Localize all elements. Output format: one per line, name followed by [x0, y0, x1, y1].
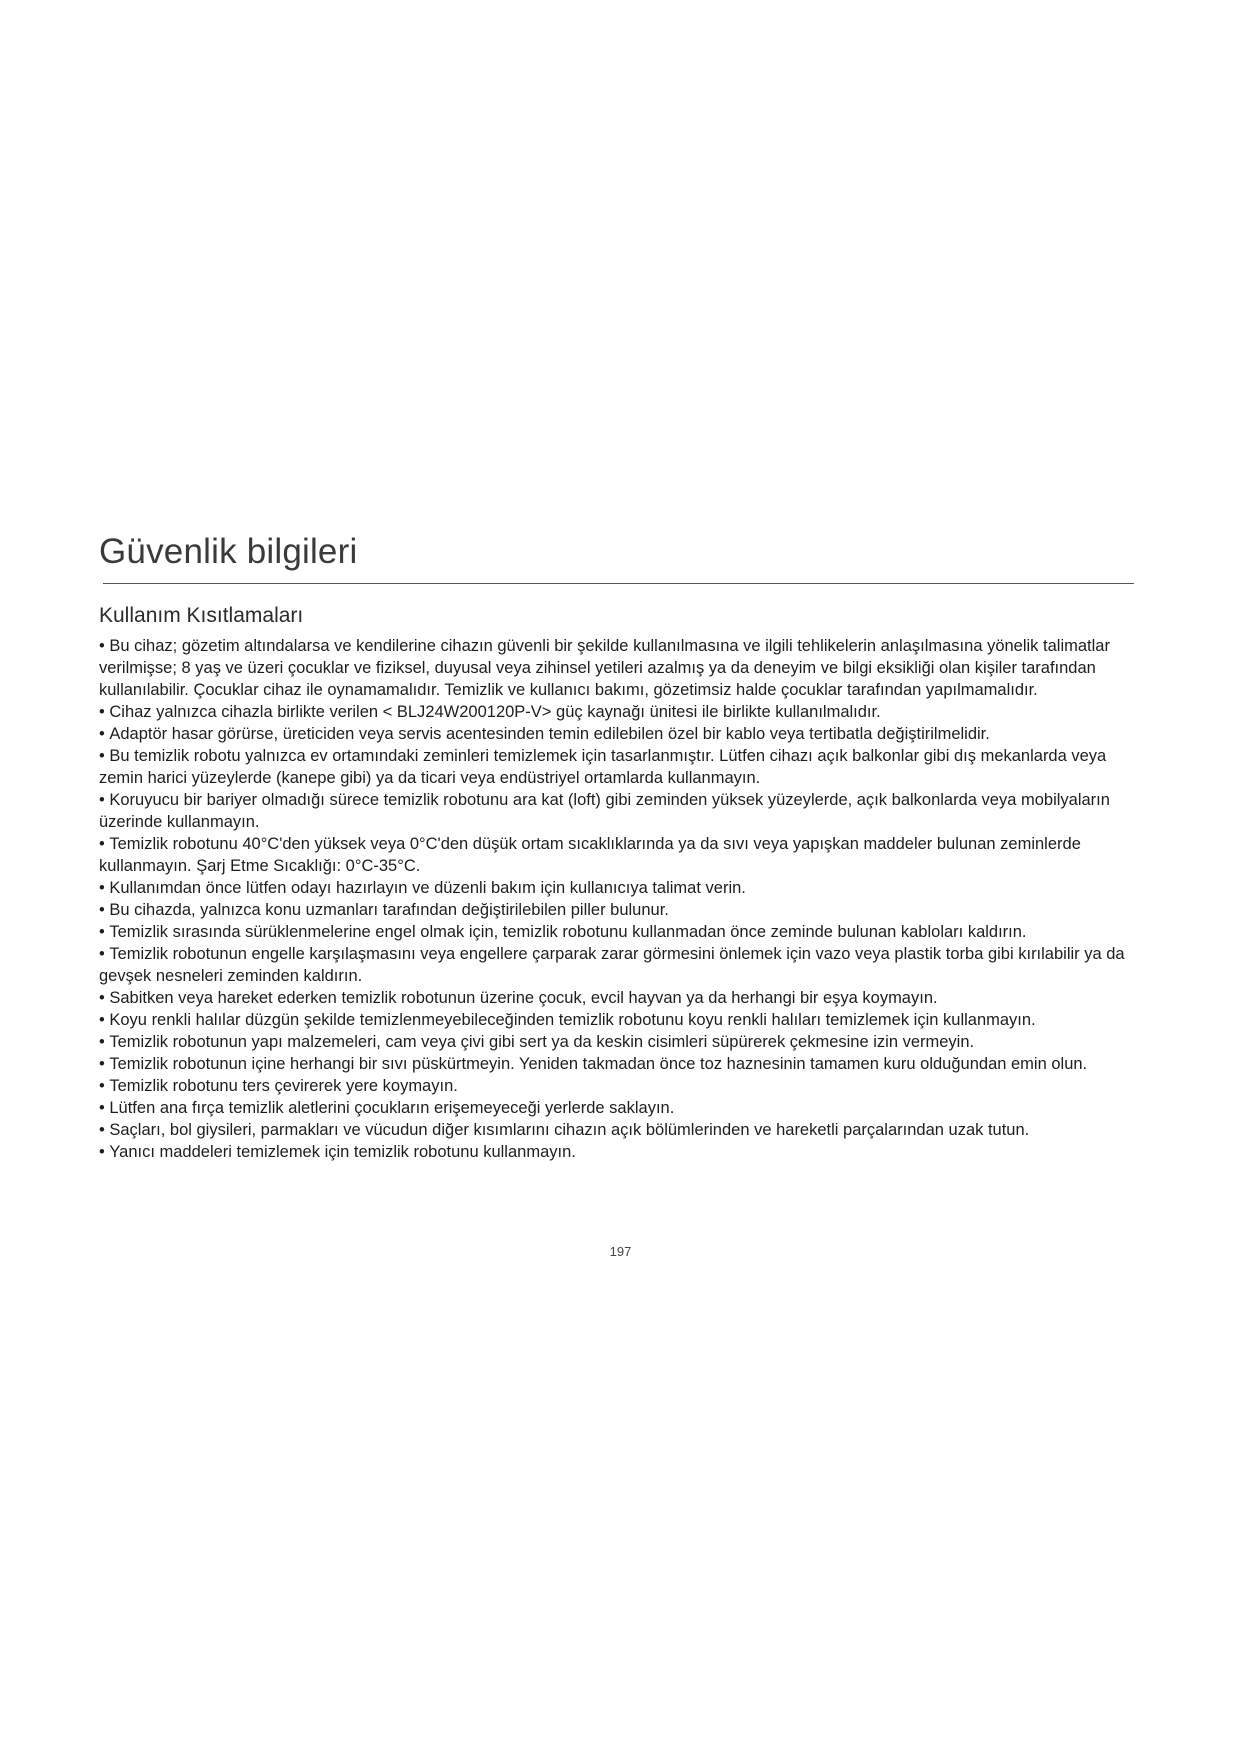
list-item: • Bu cihaz; gözetim altındalarsa ve kendilerine cihazın güvenli bir şekilde kullanılmasına ve ilgili tehlikelerin anlaşılmasına yönelik talimatlar verilmişse; 8 yaş ve üzeri çocuklar ve fiziksel, duyusal veya zihinsel yetileri azalmış ya da deneyim ve bilgi eksikliği olan kişiler tarafından kullanılabilir. Çocuklar cihaz ile oynamamalıdır. Temizlik ve kullanıcı bakımı, gözetimsiz halde çocuklar tarafından yapılmamalıdır. — [99, 635, 1139, 701]
list-item: • Bu cihazda, yalnızca konu uzmanları tarafından değiştirilebilen piller bulunur. — [99, 899, 1139, 921]
list-item: • Sabitken veya hareket ederken temizlik robotunun üzerine çocuk, evcil hayvan ya da herhangi bir eşya koymayın. — [99, 987, 1139, 1009]
list-item: • Temizlik robotunu ters çevirerek yere koymayın. — [99, 1075, 1139, 1097]
list-item: • Saçları, bol giysileri, parmakları ve vücudun diğer kısımlarını cihazın açık bölümlerinden ve hareketli parçalarından uzak tutun. — [99, 1119, 1139, 1141]
page-number: 197 — [609, 1244, 632, 1259]
list-item: • Koyu renkli halılar düzgün şekilde temizlenmeyebileceğinden temizlik robotunu koyu renkli halıları temizlemek için kullanmayın. — [99, 1009, 1139, 1031]
list-item: • Adaptör hasar görürse, üreticiden veya servis acentesinden temin edilebilen özel bir kablo veya tertibatla değiştirilmelidir. — [99, 723, 1139, 745]
list-item: • Kullanımdan önce lütfen odayı hazırlayın ve düzenli bakım için kullanıcıya talimat verin. — [99, 877, 1139, 899]
list-item: • Yanıcı maddeleri temizlemek için temizlik robotunu kullanmayın. — [99, 1141, 1139, 1163]
list-item: • Temizlik robotunu 40°C'den yüksek veya 0°C'den düşük ortam sıcaklıklarında ya da sıvı veya yapışkan maddeler bulunan zeminlerde kullanmayın. Şarj Etme Sıcaklığı: 0°C-35°C. — [99, 833, 1139, 877]
list-item: • Temizlik robotunun içine herhangi bir sıvı püskürtmeyin. Yeniden takmadan önce toz haznesinin tamamen kuru olduğundan emin olun. — [99, 1053, 1139, 1075]
page-title: Güvenlik bilgileri — [99, 532, 358, 571]
section-heading: Kullanım Kısıtlamaları — [99, 604, 304, 627]
list-item: • Temizlik sırasında sürüklenmelerine engel olmak için, temizlik robotunu kullanmadan önce zeminde bulunan kabloları kaldırın. — [99, 921, 1139, 943]
list-item: • Bu temizlik robotu yalnızca ev ortamındaki zeminleri temizlemek için tasarlanmıştır. Lütfen cihazı açık balkonlar gibi dış mekanlarda veya zemin harici yüzeylerde (kanepe gibi) ya da ticari veya endüstriyel ortamlarda kullanmayın. — [99, 745, 1139, 789]
title-divider — [103, 583, 1134, 584]
list-item: • Lütfen ana fırça temizlik aletlerini çocukların erişemeyeceği yerlerde saklayın. — [99, 1097, 1139, 1119]
usage-restrictions-list — [99, 635, 1139, 1163]
list-item: • Temizlik robotunun engelle karşılaşmasını veya engellere çarparak zarar görmesini önlemek için vazo veya plastik torba gibi kırılabilir ya da gevşek nesneleri zeminden kaldırın. — [99, 943, 1139, 987]
list-item: • Temizlik robotunun yapı malzemeleri, cam veya çivi gibi sert ya da keskin cisimleri süpürerek çekmesine izin vermeyin. — [99, 1031, 1139, 1053]
list-item: • Cihaz yalnızca cihazla birlikte verilen < BLJ24W200120P-V> güç kaynağı ünitesi ile birlikte kullanılmalıdır. — [99, 701, 1139, 723]
list-item: • Koruyucu bir bariyer olmadığı sürece temizlik robotunu ara kat (loft) gibi zeminden yüksek yüzeylerde, açık balkonlarda veya mobilyaların üzerinde kullanmayın. — [99, 789, 1139, 833]
